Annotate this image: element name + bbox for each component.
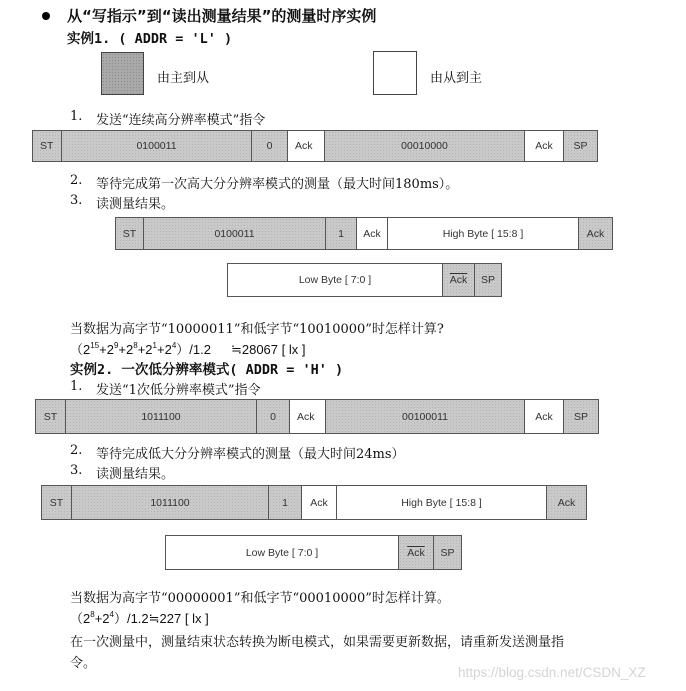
seq-cell-nack: $\overline{Ack}$ [399,536,434,569]
ex1-step3-num: 3. [70,193,83,208]
seq-cell-rw: 0 [257,400,290,433]
calc-exp: 8 [133,341,138,350]
seq-cell-high-byte: High Byte [ 15:8 ] [337,486,547,519]
calc-exp: 1 [152,341,157,350]
ex1-step2-num: 2. [70,173,83,188]
calc-part: +2 [118,342,134,357]
calc-part: （2 [70,342,91,357]
ex1-step1-num: 1. [70,109,83,124]
seq-cell-start: ST [33,131,62,161]
ex2-step1-num: 1. [70,379,83,394]
example2-title: 实例2. 一次低分辨率模式( ADDR = 'H' ) [70,362,344,378]
seq-cell-low-byte: Low Byte [ 7:0 ] [228,264,443,296]
seq-cell-ack: Ack [302,486,337,519]
seq-cell-ack: Ack [288,131,325,161]
ex2-read-sequence [41,485,587,520]
seq-cell-ack: Ack [290,400,326,433]
calc-exp: 9 [113,341,119,350]
seq-cell-nack: $\overline{Ack}$ [443,264,475,296]
seq-cell-stop: SP [434,536,461,569]
seq-cell-opcode: 00100011 [326,400,525,433]
seq-cell-rw: 1 [326,218,357,249]
seq-cell-start: ST [36,400,66,433]
seq-cell-ack: Ack [357,218,388,249]
seq-cell-ack: Ack [579,218,612,249]
watermark: https://blog.csdn.net/CSDN_XZ [458,665,646,680]
legend-master-label: 由主到从 [157,71,210,86]
ex1-step2-text: 等待完成第一次高大分分辨率模式的测量（最大时间180ms）。 [96,177,459,192]
calc-part: +2 [94,611,110,626]
seq-cell-stop: SP [564,131,597,161]
ex1-step1-text: 发送“连续高分辨率模式”指令 [96,113,266,128]
seq-cell-address: 0100011 [144,218,326,249]
calc-exp: 4 [171,341,177,350]
page-title: 从“写指示”到“读出测量结果”的测量时序实例 [67,7,377,25]
ex1-write-sequence [32,130,598,162]
ex1-read-sequence-cont [227,263,502,297]
seq-cell-start: ST [42,486,72,519]
calc-part: +2 [99,342,114,357]
seq-cell-ack: Ack [525,400,564,433]
ex2-step3-text: 读测量结果。 [96,467,175,482]
bullet-icon [42,12,50,20]
seq-cell-high-byte: High Byte [ 15:8 ] [388,218,579,249]
ex2-step3-num: 3. [70,463,83,478]
legend-slave-swatch [373,51,417,95]
ex2-note-line2: 令。 [70,656,97,671]
calc-part: +2 [137,342,153,357]
ex2-question: 当数据为高字节“00000001”和低字节“00010000”时怎样计算。 [70,591,450,606]
legend-master-swatch [101,52,144,95]
example1-title: 实例1. ( ADDR = 'L' ) [67,31,233,47]
ex2-read-sequence-cont [165,535,462,570]
seq-cell-low-byte: Low Byte [ 7:0 ] [166,536,399,569]
seq-cell-stop: SP [475,264,501,296]
ex2-calculation [70,608,209,627]
seq-cell-ack: Ack [525,131,564,161]
ex2-step1-text: 发送“1次低分辨率模式”指令 [96,383,261,398]
ex2-step2-num: 2. [70,443,83,458]
seq-cell-address: 1011100 [72,486,269,519]
ex2-note-line1: 在一次测量中，测量结束状态转换为断电模式，如果需要更新数据，请重新发送测量指 [70,635,565,650]
ex2-step2-text: 等待完成低大分分辨率模式的测量（最大时间24ms） [96,447,405,462]
ex1-question: 当数据为高字节“10000011”和低字节“10010000”时怎样计算? [70,322,444,337]
calc-part: +2 [156,342,172,357]
calc-part: ）/1.2 [176,342,211,357]
ex1-step3-text: 读测量结果。 [96,197,175,212]
seq-cell-address: 0100011 [62,131,252,161]
calc-result: ≒28067 [ lx ] [230,342,306,357]
ex1-calculation [70,339,305,358]
calc-part: （2 [70,611,91,626]
calc-exp: 8 [90,610,95,619]
seq-cell-ack: Ack [547,486,586,519]
calc-result: ≒227 [ lx ] [148,611,209,626]
calc-exp: 15 [90,341,100,350]
calc-exp: 4 [109,610,114,619]
seq-cell-address: 1011100 [66,400,257,433]
seq-cell-opcode: 00010000 [325,131,525,161]
seq-cell-rw: 1 [269,486,302,519]
calc-part: ）/1.2 [113,611,149,626]
ex2-write-sequence [35,399,599,434]
legend-slave-label: 由从到主 [430,71,483,86]
seq-cell-stop: SP [564,400,598,433]
seq-cell-start: ST [116,218,144,249]
ex1-read-sequence [115,217,613,250]
seq-cell-rw: 0 [252,131,288,161]
